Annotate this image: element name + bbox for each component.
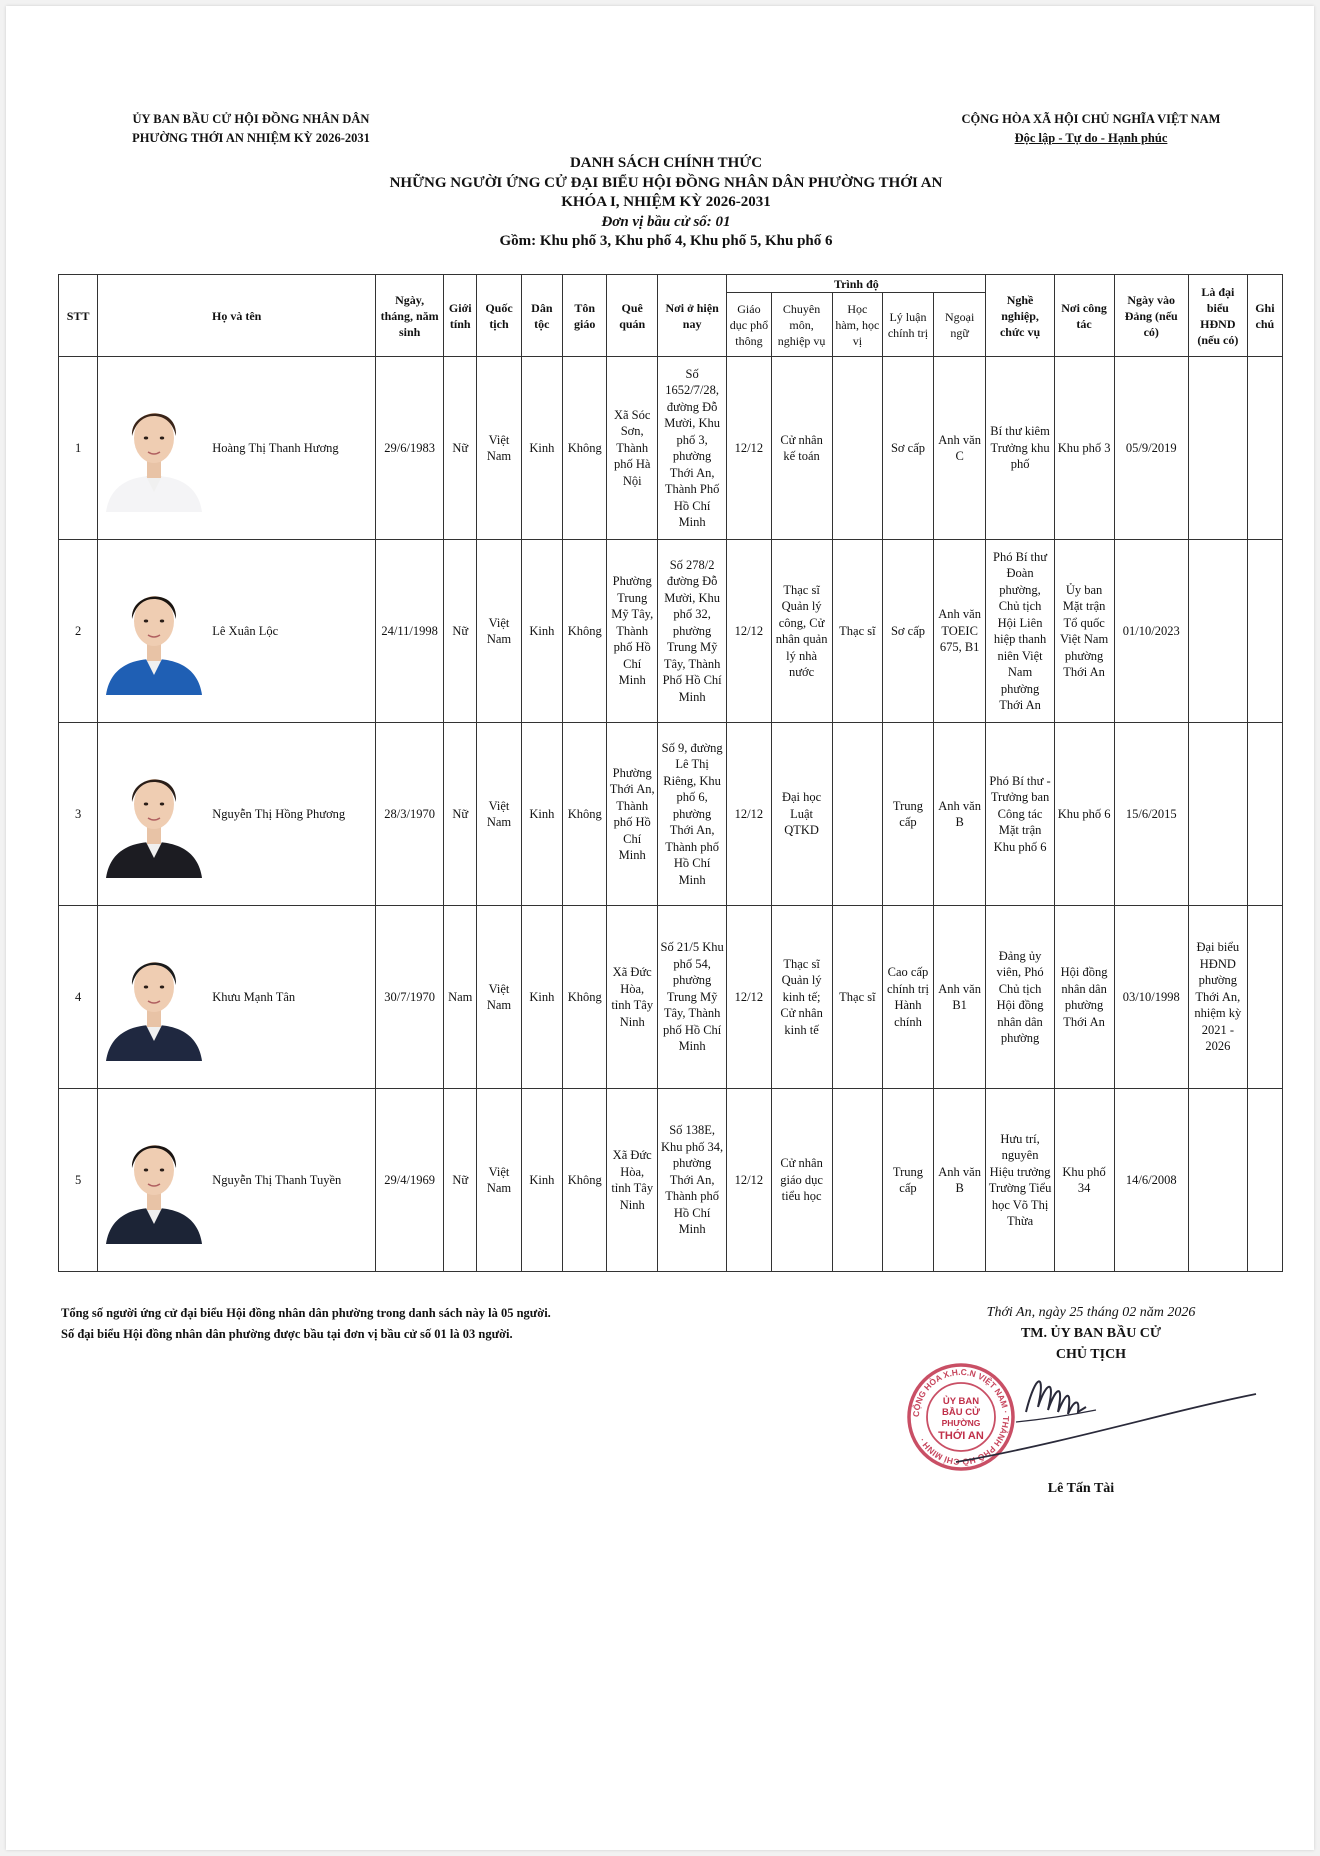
candidate-photo [102, 750, 206, 878]
cell-religion: Không [563, 357, 607, 540]
cell-general-edu: 12/12 [727, 357, 771, 540]
cell-ethnicity: Kinh [521, 357, 562, 540]
signer-name: Lê Tấn Tài [1047, 1481, 1115, 1496]
col-language: Ngoại ngữ [933, 293, 986, 357]
col-party-date: Ngày vào Đảng (nếu có) [1114, 275, 1188, 357]
cell-ethnicity: Kinh [521, 1089, 562, 1272]
candidate-name: Hoàng Thị Thanh Hương [212, 440, 339, 455]
candidate-rows [59, 357, 1283, 1272]
candidate-photo [102, 933, 206, 1061]
cell-academic: Thạc sĩ [832, 540, 883, 723]
cell-residence: Số 138E, Khu phố 34, phường Thới An, Thành phố Hồ Chí Minh [658, 1089, 727, 1272]
cell-hometown: Phường Trung Mỹ Tây, Thành phố Hồ Chí Minh [607, 540, 658, 723]
cell-ethnicity: Kinh [521, 540, 562, 723]
cell-gender: Nữ [444, 723, 477, 906]
col-religion: Tôn giáo [563, 275, 607, 357]
cell-language: Anh văn B [933, 1089, 986, 1272]
cell-occupation: Hưu trí, nguyên Hiệu trưởng Trường Tiểu học Võ Thị Thừa [986, 1089, 1054, 1272]
cell-political: Trung cấp [883, 1089, 934, 1272]
candidate-name: Nguyễn Thị Thanh Tuyền [212, 1172, 342, 1187]
cell-occupation: Đảng ủy viên, Phó Chủ tịch Hội đồng nhân dân phường [986, 906, 1054, 1089]
col-name: Họ và tên [98, 275, 376, 357]
svg-text:ỦY BAN: ỦY BAN [942, 1396, 980, 1407]
cell-nationality: Việt Nam [477, 1089, 521, 1272]
cell-academic [832, 1089, 883, 1272]
cell-specialty: Cử nhân kế toán [771, 357, 832, 540]
cell-language: Anh văn B1 [933, 906, 986, 1089]
col-gender: Giới tính [444, 275, 477, 357]
cell-stt: 2 [59, 540, 98, 723]
cell-hometown: Xã Đức Hòa, tỉnh Tây Ninh [607, 1089, 658, 1272]
cell-political: Sơ cấp [883, 540, 934, 723]
table-row [59, 906, 1283, 1089]
candidate-name-cell [98, 357, 376, 540]
title-line-4: Đơn vị bầu cử số: 01 [601, 213, 731, 230]
table-row [59, 357, 1283, 540]
official-seal-and-signature [896, 1352, 1296, 1482]
cell-residence: Số 1652/7/28, đường Đỗ Mười, Khu phố 3, phường Thới An, Thành Phố Hồ Chí Minh [658, 357, 727, 540]
cell-dob: 28/3/1970 [376, 723, 444, 906]
cell-general-edu: 12/12 [727, 1089, 771, 1272]
issuer-line-2: PHƯỜNG THỚI AN NHIỆM KỲ 2026-2031 [132, 131, 370, 145]
title-line-2: NHỮNG NGƯỜI ỨNG CỬ ĐẠI BIỂU HỘI ĐỒNG NHÂN DÂN PHƯỜNG THỚI AN [389, 174, 943, 191]
title-line-5: Gồm: Khu phố 3, Khu phố 4, Khu phố 5, Khu phố 6 [499, 233, 833, 249]
candidate-name-cell [98, 723, 376, 906]
cell-note [1247, 1089, 1282, 1272]
cell-hometown: Xã Sóc Sơn, Thành phố Hà Nội [607, 357, 658, 540]
cell-residence: Số 21/5 Khu phố 54, phường Trung Mỹ Tây, Thành phố Hồ Chí Minh [658, 906, 727, 1089]
candidate-name-cell [98, 906, 376, 1089]
cell-occupation: Phó Bí thư - Trưởng ban Công tác Mặt trận Khu phố 6 [986, 723, 1054, 906]
candidate-photo [102, 1116, 206, 1244]
col-specialty: Chuyên môn, nghiệp vụ [771, 293, 832, 357]
cell-nationality: Việt Nam [477, 906, 521, 1089]
table-row [59, 723, 1283, 906]
cell-political: Cao cấp chính trị Hành chính [883, 906, 934, 1089]
candidate-name-cell [98, 1089, 376, 1272]
cell-political: Trung cấp [883, 723, 934, 906]
sign-position: CHỦ TỊCH [1055, 1347, 1127, 1362]
cell-note [1247, 906, 1282, 1089]
cell-dob: 24/11/1998 [376, 540, 444, 723]
cell-ethnicity: Kinh [521, 906, 562, 1089]
col-is-delegate: Là đại biểu HĐND (nếu có) [1188, 275, 1247, 357]
svg-text:THỚI AN: THỚI AN [938, 1430, 984, 1442]
cell-hometown: Phường Thới An, Thành phố Hồ Chí Minh [607, 723, 658, 906]
svg-text:CỘNG HÒA X.H.C.N VIỆT NAM · TH: CỘNG HÒA X.H.C.N VIỆT NAM · THÀNH PHỐ HỒ CHÍ MINH · [910, 1366, 1012, 1468]
cell-occupation: Bí thư kiêm Trưởng khu phố [986, 357, 1054, 540]
cell-residence: Số 9, đường Lê Thị Riêng, Khu phố 6, phường Thới An, Thành phố Hồ Chí Minh [658, 723, 727, 906]
cell-is-delegate [1188, 357, 1247, 540]
col-academic: Học hàm, học vị [832, 293, 883, 357]
table-row [59, 1089, 1283, 1272]
cell-workplace: Khu phố 34 [1054, 1089, 1114, 1272]
cell-gender: Nam [444, 906, 477, 1089]
cell-academic [832, 357, 883, 540]
sign-org: TM. ỦY BAN BẦU CỬ [1020, 1326, 1162, 1341]
cell-party-date: 14/6/2008 [1114, 1089, 1188, 1272]
svg-text:PHƯỜNG: PHƯỜNG [941, 1418, 981, 1428]
candidate-name: Khưu Mạnh Tân [212, 989, 296, 1004]
cell-stt: 3 [59, 723, 98, 906]
cell-dob: 30/7/1970 [376, 906, 444, 1089]
col-dob: Ngày, tháng, năm sinh [376, 275, 444, 357]
cell-specialty: Đại học Luật QTKD [771, 723, 832, 906]
cell-gender: Nữ [444, 357, 477, 540]
document-title [306, 154, 1026, 252]
cell-residence: Số 278/2 đường Đỗ Mười, Khu phố 32, phường Trung Mỹ Tây, Thành Phố Hồ Chí Minh [658, 540, 727, 723]
cell-stt: 1 [59, 357, 98, 540]
sign-date: Thới An, ngày 25 tháng 02 năm 2026 [986, 1305, 1196, 1320]
cell-nationality: Việt Nam [477, 723, 521, 906]
cell-general-edu: 12/12 [727, 906, 771, 1089]
col-hometown: Quê quán [607, 275, 658, 357]
svg-text:BẦU CỬ: BẦU CỬ [942, 1407, 980, 1418]
title-line-1: DANH SÁCH CHÍNH THỨC [569, 155, 763, 171]
col-residence: Nơi ở hiện nay [658, 275, 727, 357]
cell-is-delegate [1188, 540, 1247, 723]
cell-language: Anh văn TOEIC 675, B1 [933, 540, 986, 723]
col-nationality: Quốc tịch [477, 275, 521, 357]
cell-religion: Không [563, 906, 607, 1089]
cell-stt: 5 [59, 1089, 98, 1272]
col-occupation: Nghề nghiệp, chức vụ [986, 275, 1054, 357]
cell-general-edu: 12/12 [727, 540, 771, 723]
cell-workplace: Hội đồng nhân dân phường Thới An [1054, 906, 1114, 1089]
candidate-name: Nguyễn Thị Hồng Phương [212, 806, 346, 821]
cell-specialty: Thạc sĩ Quản lý công, Cử nhân quản lý nhà nước [771, 540, 832, 723]
cell-dob: 29/4/1969 [376, 1089, 444, 1272]
cell-gender: Nữ [444, 1089, 477, 1272]
col-note: Ghi chú [1247, 275, 1282, 357]
cell-general-edu: 12/12 [727, 723, 771, 906]
col-education-group: Trình độ [727, 275, 986, 293]
candidate-name: Lê Xuân Lộc [212, 623, 279, 638]
col-stt: STT [59, 275, 98, 357]
cell-note [1247, 540, 1282, 723]
cell-stt: 4 [59, 906, 98, 1089]
cell-is-delegate [1188, 1089, 1247, 1272]
national-motto [936, 110, 1246, 148]
cell-ethnicity: Kinh [521, 723, 562, 906]
cell-academic [832, 723, 883, 906]
motto: Độc lập - Tự do - Hạnh phúc [1014, 131, 1168, 145]
total-candidates-note: Tổng số người ứng cử đại biểu Hội đồng nhân dân phường trong danh sách này là 05 người. [61, 1306, 551, 1320]
table-row [59, 540, 1283, 723]
cell-nationality: Việt Nam [477, 357, 521, 540]
issuer-line-1: ỦY BAN BẦU CỬ HỘI ĐỒNG NHÂN DÂN [132, 112, 370, 126]
cell-specialty: Thạc sĩ Quản lý kinh tế; Cử nhân kinh tế [771, 906, 832, 1089]
cell-nationality: Việt Nam [477, 540, 521, 723]
cell-note [1247, 723, 1282, 906]
col-political: Lý luận chính trị [883, 293, 934, 357]
country-name: CỘNG HÒA XÃ HỘI CHỦ NGHĨA VIỆT NAM [961, 112, 1221, 126]
cell-occupation: Phó Bí thư Đoàn phường, Chủ tịch Hội Liên hiệp thanh niên Việt Nam phường Thới An [986, 540, 1054, 723]
cell-party-date: 05/9/2019 [1114, 357, 1188, 540]
cell-workplace: Khu phố 3 [1054, 357, 1114, 540]
cell-language: Anh văn B [933, 723, 986, 906]
elected-count-note: Số đại biểu Hội đồng nhân dân phường được bầu tại đơn vị bầu cử số 01 là 03 người. [61, 1327, 513, 1341]
cell-specialty: Cử nhân giáo dục tiểu học [771, 1089, 832, 1272]
cell-academic: Thạc sĩ [832, 906, 883, 1089]
cell-is-delegate: Đại biểu HĐND phường Thới An, nhiệm kỳ 2021 - 2026 [1188, 906, 1247, 1089]
cell-religion: Không [563, 723, 607, 906]
candidate-photo [102, 384, 206, 512]
col-general-edu: Giáo dục phổ thông [727, 293, 771, 357]
cell-political: Sơ cấp [883, 357, 934, 540]
candidate-table [58, 274, 1283, 1272]
document-page [6, 6, 1314, 1850]
cell-religion: Không [563, 1089, 607, 1272]
cell-hometown: Xã Đức Hòa, tỉnh Tây Ninh [607, 906, 658, 1089]
col-workplace: Nơi công tác [1054, 275, 1114, 357]
cell-party-date: 01/10/2023 [1114, 540, 1188, 723]
summary-notes [61, 1303, 551, 1345]
candidate-name-cell [98, 540, 376, 723]
cell-party-date: 03/10/1998 [1114, 906, 1188, 1089]
cell-note [1247, 357, 1282, 540]
cell-gender: Nữ [444, 540, 477, 723]
candidate-photo [102, 567, 206, 695]
cell-is-delegate [1188, 723, 1247, 906]
cell-dob: 29/6/1983 [376, 357, 444, 540]
title-line-3: KHÓA I, NHIỆM KỲ 2026-2031 [561, 194, 771, 210]
issuer-header [106, 110, 396, 148]
cell-language: Anh văn C [933, 357, 986, 540]
col-ethnicity: Dân tộc [521, 275, 562, 357]
cell-religion: Không [563, 540, 607, 723]
cell-workplace: Khu phố 6 [1054, 723, 1114, 906]
cell-workplace: Ủy ban Mặt trận Tổ quốc Việt Nam phường Thới An [1054, 540, 1114, 723]
cell-party-date: 15/6/2015 [1114, 723, 1188, 906]
